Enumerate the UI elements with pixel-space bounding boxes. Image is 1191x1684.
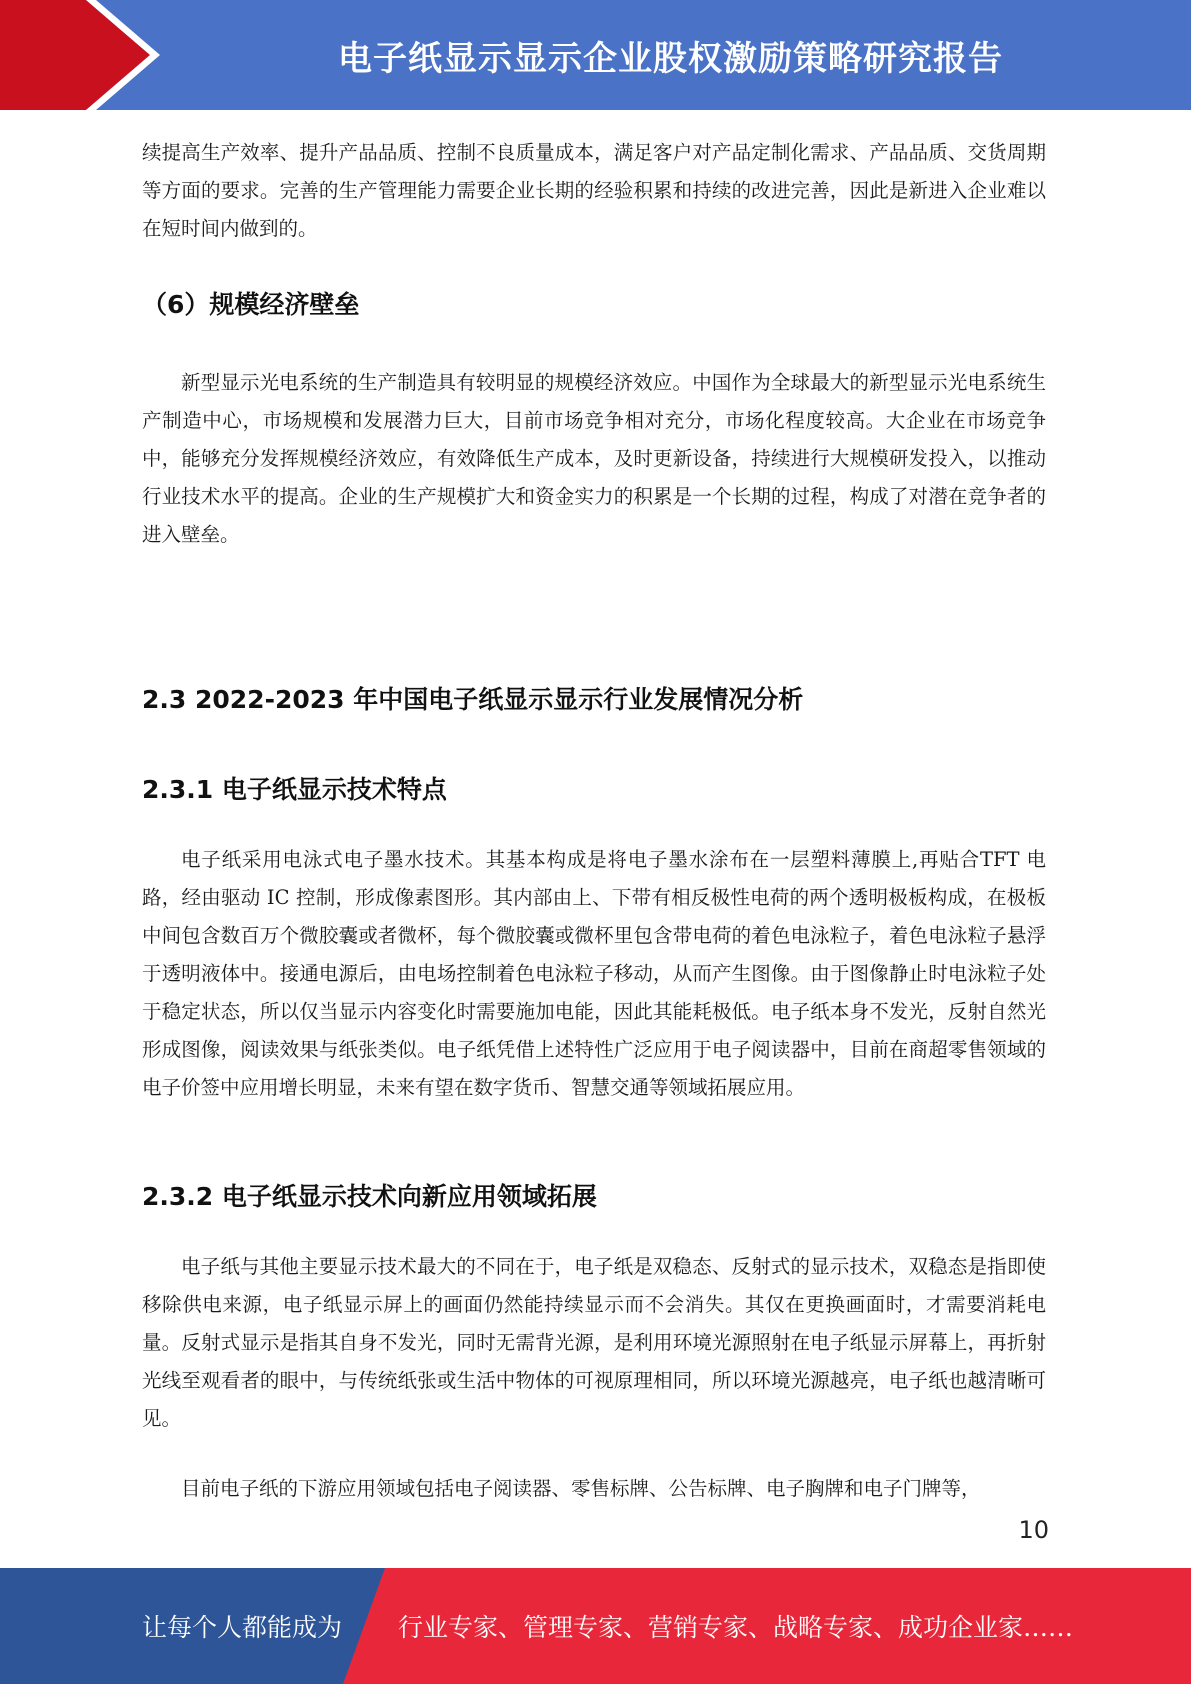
paragraph-continued: 续提高生产效率、提升产品品质、控制不良质量成本，满足客户对产品定制化需求、产品品质、交货周期等方面的要求。完善的生产管理能力需要企业长期的经验积累和持续的改进完善，因此是新进入企业难以在短时间内做到的。 — [142, 141, 1046, 240]
page-footer — [0, 1568, 1191, 1684]
page-header — [0, 0, 1191, 110]
heading-section-2-3-2: 2.3.2 电子纸显示技术向新应用领域拓展 — [142, 1182, 597, 1211]
header-arrow-decoration — [0, 0, 160, 110]
paragraph-epaper-new-applications: 电子纸与其他主要显示技术最大的不同在于，电子纸是双稳态、反射式的显示技术，双稳态是指即使移除供电来源，电子纸显示屏上的画面仍然能持续显示而不会消失。其仅在更换画面时，才需要消耗电量。反射式显示是指其自身不发光，同时无需背光源，是利用环境光源照射在电子纸显示屏幕上，再折射光线至观看者的眼中，与传统纸张或生活中物体的可视原理相同，所以环境光源越亮，电子纸也越清晰可见。 — [142, 1255, 1046, 1430]
heading-section-2-3: 2.3 2022-2023 年中国电子纸显示显示行业发展情况分析 — [142, 685, 804, 714]
heading-scale-economy-barrier: （6）规模经济壁垒 — [142, 290, 360, 319]
paragraph-downstream-applications: 目前电子纸的下游应用领域包括电子阅读器、零售标牌、公告标牌、电子胸牌和电子门牌等， — [181, 1477, 981, 1500]
paragraph-scale-economy: 新型显示光电系统的生产制造具有较明显的规模经济效应。中国作为全球最大的新型显示光电系统生产制造中心，市场规模和发展潜力巨大，目前市场竞争相对充分，市场化程度较高。大企业在市场竞争中，能够充分发挥规模经济效应，有效降低生产成本，及时更新设备，持续进行大规模研发投入，以推动行业技术水平的提高。企业的生产规模扩大和资金实力的积累是一个长期的过程，构成了对潜在竞争者的进入壁垒。 — [142, 371, 1046, 546]
heading-section-2-3-1: 2.3.1 电子纸显示技术特点 — [142, 775, 447, 804]
report-title: 电子纸显示显示企业股权激励策略研究报告 — [338, 38, 1003, 79]
paragraph-epaper-tech-features: 电子纸采用电泳式电子墨水技术。其基本构成是将电子墨水涂布在一层塑料薄膜上,再贴合TFT 电路，经由驱动 IC 控制，形成像素图形。其内部由上、下带有相反极性电荷的两个透明极板构成，在极板中间包含数百万个微胶囊或者微杯，每个微胶囊或微杯里包含带电荷的着色电泳粒子，着色电泳粒子悬浮于透明液体中。接通电源后，由电场控制着色电泳粒子移动，从而产生图像。由于图像静止时电泳粒子处于稳定状态，所以仅当显示内容变化时需要施加电能，因此其能耗极低。电子纸本身不发光，反射自然光形成图像，阅读效果与纸张类似。电子纸凭借上述特性广泛应用于电子阅读器中，目前在商超零售领域的电子价签中应用增长明显，未来有望在数字货币、智慧交通等领域拓展应用。 — [142, 848, 1046, 1099]
footer-slogan-right: 行业专家、管理专家、营销专家、战略专家、成功企业家…… — [398, 1613, 1074, 1642]
footer-slogan-left: 让每个人都能成为 — [142, 1613, 343, 1642]
page-number: 10 — [1018, 1516, 1049, 1544]
